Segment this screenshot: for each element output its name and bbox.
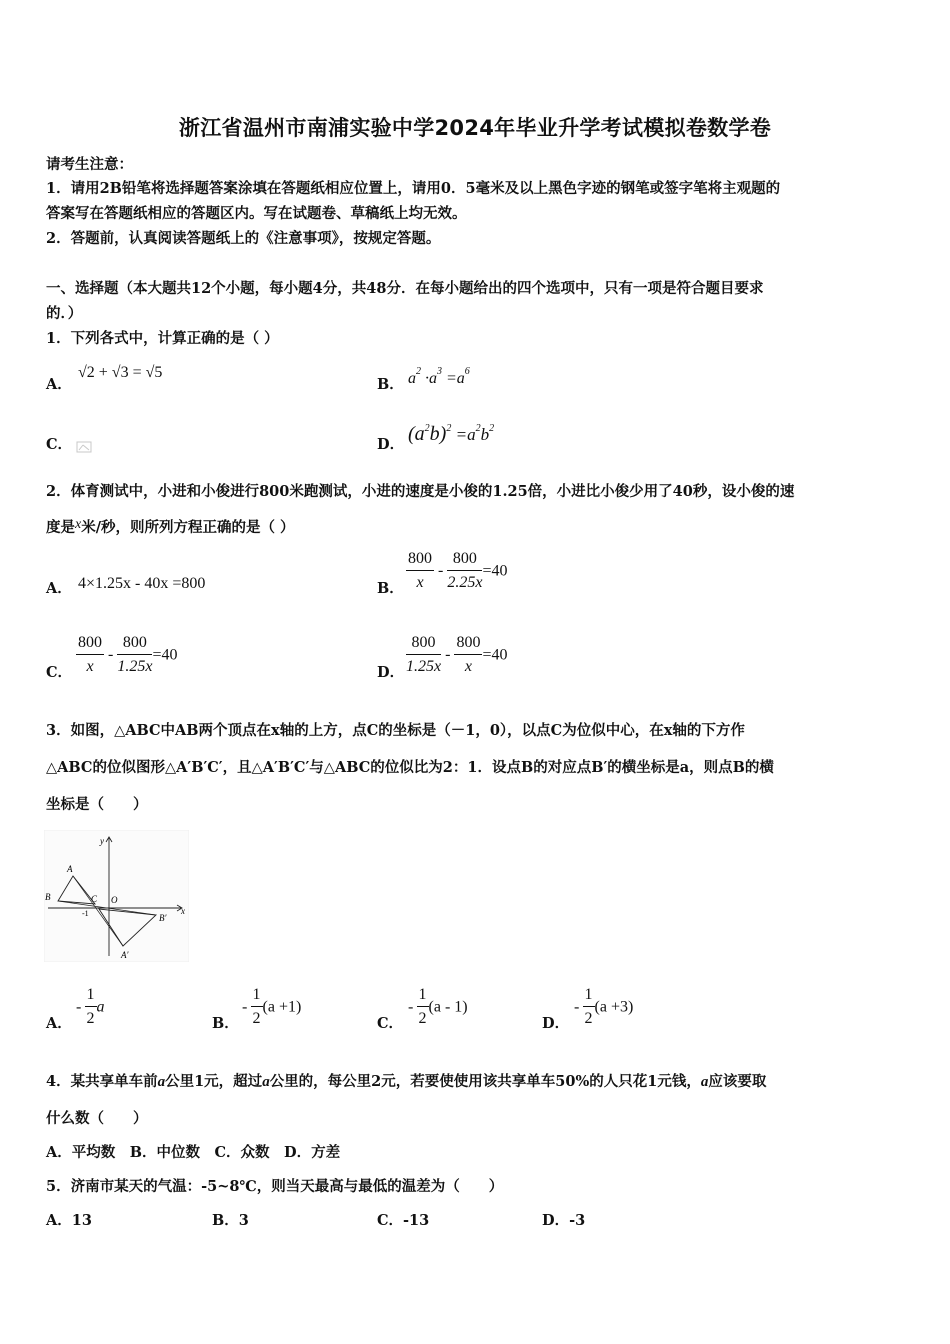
label-neg-one: -1 — [82, 909, 89, 918]
fraction: $\frac{800}{2.25x}$ — [447, 550, 483, 591]
notice-heading: 请考生注意： — [46, 156, 133, 173]
q2-option-a: 4×1.25x - 40x =800 — [78, 575, 206, 592]
q1-label-b: B． — [377, 376, 404, 393]
q2-label-c: C． — [46, 664, 73, 681]
q2-line-2: 度是x米/秒，则所列方程正确的是（ ） — [46, 517, 295, 536]
notice-line-2: 2．答题前，认真阅读答题纸上的《注意事项》，按规定答题。 — [46, 230, 441, 247]
label-c: C — [91, 894, 98, 904]
notice-line-1a: 1．请用2B铅笔将选择题答案涂填在答题纸相应位置上，请用0．5毫米及以上黑色字迹的钢笔或签字笔将主观题的 — [46, 180, 781, 197]
q5-option-b: B．3 — [212, 1212, 249, 1229]
fraction: $\frac{1}{2}$ — [86, 986, 95, 1027]
q1-option-c-image — [76, 438, 92, 450]
q3-figure — [44, 830, 189, 962]
q1-option-d: $(a^2b)^2 =a^2b^2$ — [408, 423, 495, 445]
q4-line-2: 什么数（ ） — [46, 1110, 148, 1127]
fraction: $\frac{1}{2}$ — [418, 986, 427, 1027]
fraction: $\frac{1}{2}$ — [252, 986, 261, 1027]
q2-option-d: $\frac{800}{1.25x}$ - $\frac{800}{x}$ =40 — [406, 632, 507, 679]
q3-label-b: B． — [212, 1015, 239, 1032]
q5-option-a: A．13 — [46, 1212, 92, 1229]
label-o: O — [111, 895, 118, 905]
q3-option-d: - $\frac{1}{2}$ (a +3) — [574, 984, 633, 1031]
q2-label-a: A． — [46, 580, 72, 597]
fraction: $\frac{800}{x}$ — [78, 634, 102, 675]
q1-label-c: C． — [46, 436, 73, 453]
q1-label-d: D． — [377, 436, 405, 453]
q5-stem: 5．济南市某天的气温：-5~8℃，则当天最高与最低的温差为（ ） — [46, 1178, 504, 1195]
label-b-prime: B′ — [159, 913, 167, 923]
page-title: 浙江省温州市南浦实验中学2024年毕业升学考试模拟卷数学卷 — [178, 116, 772, 140]
section-heading-2: 的．） — [46, 305, 83, 322]
fraction: $\frac{800}{1.25x}$ — [406, 634, 442, 675]
fraction: $\frac{800}{x}$ — [456, 634, 481, 675]
q2-option-b: $\frac{800}{x}$ - $\frac{800}{2.25x}$ =40 — [406, 548, 507, 595]
broken-image-icon — [76, 441, 92, 453]
q2-option-c: $\frac{800}{x}$ - $\frac{800}{1.25x}$ =40 — [76, 632, 177, 679]
q3-option-c: - $\frac{1}{2}$ (a - 1) — [408, 984, 468, 1031]
notice-line-1b: 答案写在答题纸相应的答题区内。写在试题卷、草稿纸上均无效。 — [46, 205, 467, 222]
label-y: y — [100, 836, 104, 846]
q3-label-d: D． — [542, 1015, 570, 1032]
fraction: $\frac{800}{x}$ — [408, 550, 432, 591]
q2-label-b: B． — [377, 580, 404, 597]
q3-line-2: △ABC的位似图形△A′B′C′，且△A′B′C′与△ABC的位似比为2：1．设点B的对应点B′的横坐标是a，则点B的横 — [46, 759, 774, 776]
q1-option-b: $a^2 \cdot a^3 =a^6$ — [408, 366, 470, 387]
fraction: $\frac{1}{2}$ — [584, 986, 593, 1027]
label-b: B — [45, 892, 51, 902]
q5-option-d: D．-3 — [542, 1212, 586, 1229]
q3-label-a: A． — [46, 1015, 72, 1032]
q1-label-a: A． — [46, 376, 72, 393]
q1-option-a: √2 + √3 = √5 — [78, 364, 163, 381]
q4-options: A．平均数 B．中位数 C．众数 D．方差 — [46, 1144, 341, 1161]
q3-line-3: 坐标是（ ） — [46, 796, 148, 813]
q2-line-1: 2．体育测试中，小进和小俊进行800米跑测试，小进的速度是小俊的1.25倍，小进比小俊少用了40秒，设小俊的速 — [46, 483, 795, 500]
q3-option-b: - $\frac{1}{2}$ (a +1) — [242, 984, 301, 1031]
fraction: $\frac{800}{1.25x}$ — [117, 634, 153, 675]
q3-line-1: 3．如图，△ABC中AB两个顶点在x轴的上方，点C的坐标是（－1，0），以点C为位似中心，在x轴的下方作 — [46, 722, 745, 739]
section-heading-1: 一、选择题（本大题共12个小题，每小题4分，共48分．在每小题给出的四个选项中，只有一项是符合题目要求 — [46, 280, 764, 297]
q4-line-1: 4．某共享单车前a公里1元，超过a公里的，每公里2元，若要使使用该共享单车50%的人只花1元钱，a应该要取 — [46, 1073, 767, 1090]
q3-option-a: - $\frac{1}{2}$ a — [76, 984, 105, 1031]
q3-label-c: C． — [377, 1015, 404, 1032]
label-x: x — [181, 906, 185, 916]
label-a: A — [67, 864, 73, 874]
q2-label-d: D． — [377, 664, 405, 681]
q5-option-c: C．-13 — [377, 1212, 430, 1229]
q1-stem: 1．下列各式中，计算正确的是（ ） — [46, 330, 279, 347]
label-a-prime: A′ — [121, 950, 129, 960]
coordinate-diagram — [44, 830, 189, 962]
